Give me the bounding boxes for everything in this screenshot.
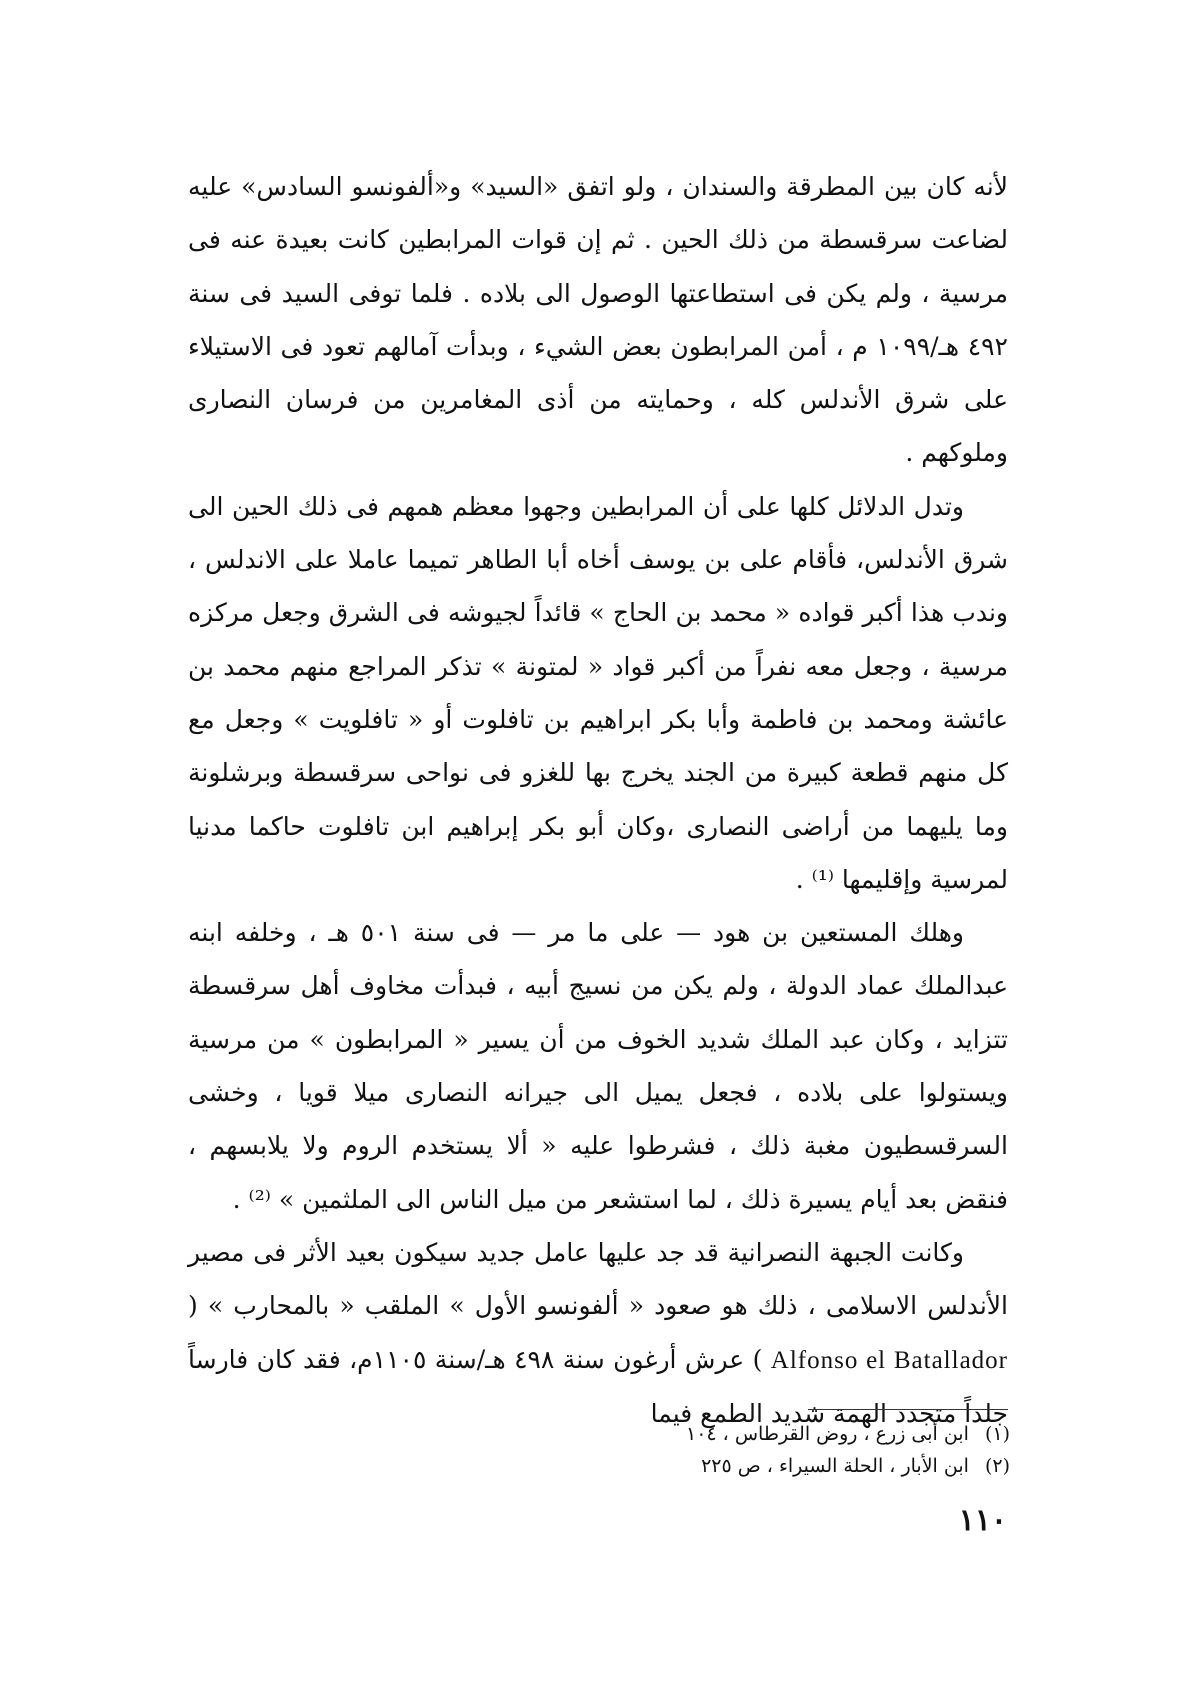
footnote-divider bbox=[808, 1409, 1008, 1410]
body-text bbox=[188, 160, 1008, 1440]
paragraph-3: وهلك المستعين بن هود — على ما مر — فى سنة ٥٠١ هـ ، وخلفه ابنه عبدالملك عماد الدولة ، ولم يكن من نسيج أبيه ، فبدأت مخاوف أهل سرقسطة تتزايد ، وكان عبد الملك شديد الخوف من أن يسير « المرابطون » من مرسية ويستولوا على بلاده ، فجعل يميل الى جيرانه النصارى ميلا قويا ، وخشى السرقسطيون مغبة ذلك ، فشرطوا عليه « ألا يستخدم الروم ولا يلابسهم ، فنقض بعد أيام يسيرة ذلك ، لما استشعر من ميل الناس الى الملثمين » ⁽²⁾ . bbox=[188, 918, 1008, 1214]
page-number: ١١٠ bbox=[958, 1503, 1007, 1538]
footnote-text: ابن الأبار ، الحلة السيراء ، ص ٢٢٥ bbox=[701, 1455, 969, 1477]
footnotes bbox=[310, 1418, 1010, 1482]
paragraph-4-after: ) عرش أرغون سنة ٤٩٨ هـ/سنة ١١٠٥م، فقد كان فارساً جلداً متجدد الهمة شديد الطمع فيما bbox=[188, 1344, 1008, 1428]
footnote-2 bbox=[310, 1450, 1010, 1482]
footnote-number: (١) bbox=[984, 1423, 1010, 1445]
paragraph-4-before: وكانت الجبهة النصرانية قد جد عليها عامل جديد سيكون بعيد الأثر فى مصير الأندلس الاسلامى ، ذلك هو صعود « ألفونسو الأول » الملقب « بالمحارب » ( bbox=[188, 1237, 1008, 1321]
latin-name: Alfonso el Batallador bbox=[770, 1346, 1008, 1374]
paragraph-4 bbox=[188, 1226, 1008, 1440]
footnote-1 bbox=[310, 1418, 1010, 1450]
paragraph-1: لأنه كان بين المطرقة والسندان ، ولو اتفق «السيد» و«ألفونسو السادس» عليه لضاعت سرقسطة من ذلك الحين . ثم إن قوات المرابطين كانت بعيدة عنه فى مرسية ، ولم يكن فى استطاعتها الوصول الى بلاده . فلما توفى السيد فى سنة ٤٩٢ هـ/١٠٩٩ م ، أمن المرابطون بعض الشيء ، وبدأت آمالهم تعود فى الاستيلاء على شرق الأندلس كله ، وحمايته من أذى المغامرين من فرسان النصارى وملوكهم . bbox=[188, 172, 1008, 468]
footnote-text: ابن أبى زرع ، روض القرطاس ، ١٠٤ bbox=[686, 1423, 969, 1445]
paragraph-2: وتدل الدلائل كلها على أن المرابطين وجهوا معظم همهم فى ذلك الحين الى شرق الأندلس، فأقام على بن يوسف أخاه أبا الطاهر تميما عاملا على الاندلس ، وندب هذا أكبر قواده « محمد بن الحاج » قائداً لجيوشه فى الشرق وجعل مركزه مرسية ، وجعل معه نفراً من أكبر قواد « لمتونة » تذكر المراجع منهم محمد بن عائشة ومحمد بن فاطمة وأبا بكر ابراهيم بن تافلوت أو « تافلويت » وجعل مع كل منهم قطعة كبيرة من الجند يخرج بها للغزو فى نواحى سرقسطة وبرشلونة وما يليهما من أراضى النصارى ،وكان أبو بكر إبراهيم ابن تافلوت حاكما مدنيا لمرسية وإقليمها ⁽¹⁾ . bbox=[188, 491, 1008, 894]
footnote-number: (٢) bbox=[984, 1455, 1010, 1477]
